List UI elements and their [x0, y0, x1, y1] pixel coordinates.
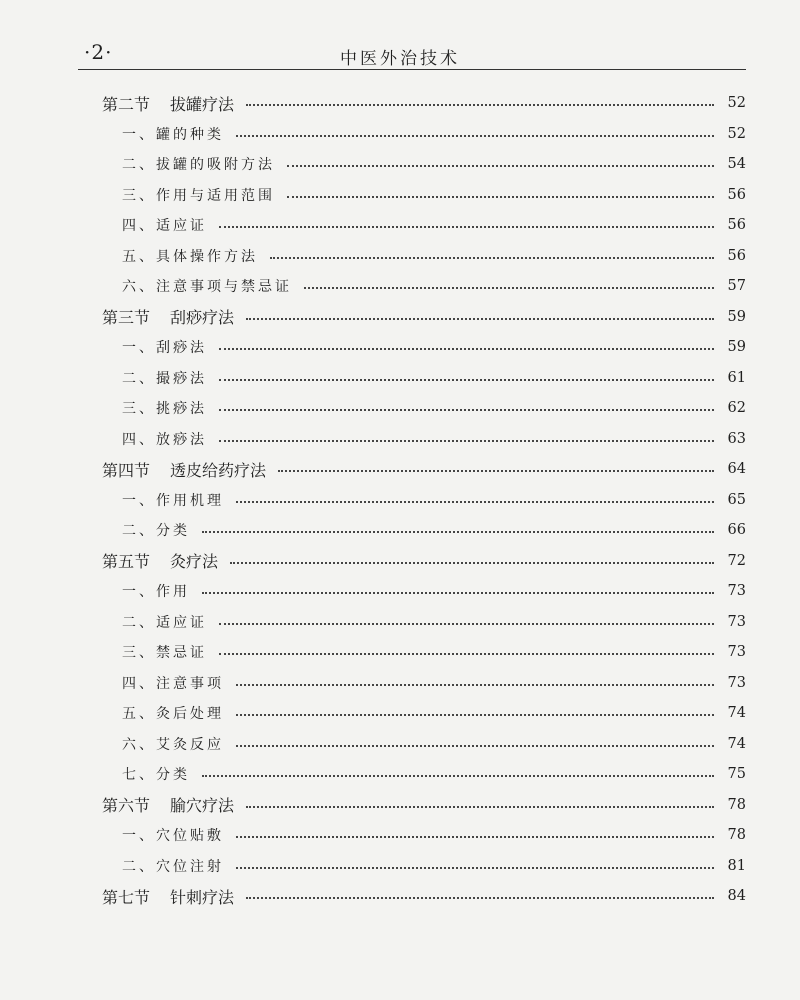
toc-section-heading [102, 885, 234, 908]
dot-leader [246, 318, 714, 320]
toc-page-number: 73 [727, 613, 746, 630]
toc-section-label: 第六节 [102, 796, 151, 815]
toc-section-title: 刮痧疗法 [170, 308, 235, 327]
dot-leader [304, 287, 714, 289]
dot-leader [219, 440, 714, 442]
toc-page-number: 73 [727, 674, 746, 691]
toc-item-title: 二、穴位注射 [122, 858, 224, 875]
toc-item-row [122, 668, 746, 698]
toc-item-title: 四、适应证 [122, 218, 207, 234]
toc-section-title: 针刺疗法 [170, 887, 235, 907]
toc-item-title: 二、分类 [122, 523, 190, 539]
toc-item-row [122, 271, 746, 301]
toc-item-row [122, 607, 746, 637]
toc-item-title: 二、撮痧法 [122, 370, 207, 387]
toc-item-row [122, 149, 746, 179]
dot-leader [219, 379, 714, 381]
toc-section-row [102, 790, 746, 820]
toc-page-number: 84 [727, 888, 746, 904]
dot-leader [202, 531, 714, 533]
toc-page-number: 66 [727, 522, 746, 538]
dot-leader [236, 684, 714, 686]
dot-leader [287, 165, 714, 167]
toc-item-title: 六、艾灸反应 [122, 736, 224, 753]
toc-item-title: 四、放痧法 [122, 431, 207, 448]
toc-item-row [122, 576, 746, 606]
toc-item-title: 六、注意事项与禁忌证 [122, 279, 292, 295]
dot-leader [246, 897, 714, 899]
toc-item-row [122, 363, 746, 393]
toc-section-heading [102, 549, 218, 572]
toc-page-number: 62 [727, 400, 746, 416]
toc-page-number: 56 [727, 247, 746, 264]
dot-leader [236, 867, 714, 869]
dot-leader [202, 592, 714, 594]
toc-item-row [122, 637, 746, 667]
toc-item-title: 三、禁忌证 [122, 645, 207, 661]
dot-leader [278, 470, 714, 472]
dot-leader [236, 135, 714, 137]
toc-section-label: 第三节 [102, 308, 151, 327]
dot-leader [219, 348, 714, 350]
toc-page-number: 64 [727, 461, 746, 477]
dot-leader [236, 745, 714, 747]
toc-section-title: 灸疗法 [170, 552, 219, 571]
dot-leader [219, 653, 714, 655]
toc-item-title: 一、作用 [122, 584, 190, 600]
toc-section-title: 腧穴疗法 [170, 796, 235, 815]
dot-leader [287, 196, 714, 198]
toc-page-number: 74 [727, 735, 746, 752]
toc-page-number: 73 [727, 644, 746, 660]
dot-leader [230, 562, 714, 564]
toc-item-row [122, 241, 746, 271]
toc-item-row [122, 698, 746, 728]
toc-page-number: 59 [727, 339, 746, 355]
toc-item-title: 三、挑痧法 [122, 401, 207, 417]
toc-section-row [102, 881, 746, 911]
dot-leader [219, 226, 714, 228]
toc-page-number: 78 [727, 827, 746, 843]
page-number: ·2· [84, 40, 113, 64]
toc-item-row [122, 515, 746, 545]
toc-page-number: 54 [727, 156, 746, 172]
toc-page-number: 74 [727, 705, 746, 721]
toc-item-title: 七、分类 [122, 767, 190, 783]
toc-item-row [122, 424, 746, 454]
dot-leader [246, 104, 714, 106]
toc-item-row [122, 393, 746, 423]
toc-page-number: 52 [727, 125, 746, 142]
toc-item-row [122, 820, 746, 850]
toc-page-number: 65 [727, 491, 746, 508]
toc-page-number: 75 [727, 766, 746, 782]
toc-page-number: 72 [727, 552, 746, 569]
toc-section-row [102, 302, 746, 332]
dot-leader [219, 409, 714, 411]
toc-section-label: 第七节 [102, 887, 151, 907]
toc-item-row [122, 210, 746, 240]
toc-page-number: 59 [727, 308, 746, 325]
toc-section-heading [102, 305, 234, 328]
toc-page-number: 52 [727, 95, 746, 111]
toc-page-number: 57 [727, 278, 746, 294]
dot-leader [246, 806, 714, 808]
toc-item-title: 二、适应证 [122, 614, 207, 631]
dot-leader [236, 714, 714, 716]
toc-item-row [122, 485, 746, 515]
toc-item-title: 一、罐的种类 [122, 126, 224, 143]
toc-page-number: 73 [727, 583, 746, 599]
dot-leader [202, 775, 714, 777]
toc-item-title: 五、具体操作方法 [122, 248, 258, 265]
toc-section-label: 第二节 [102, 94, 151, 114]
toc-page-number: 78 [727, 796, 746, 813]
toc-item-row [122, 729, 746, 759]
dot-leader [270, 257, 714, 259]
toc-section-row [102, 546, 746, 576]
dot-leader [236, 836, 714, 838]
toc-item-row [122, 759, 746, 789]
toc-page-number: 81 [727, 857, 746, 874]
toc-item-row [122, 851, 746, 881]
toc-section-heading [102, 458, 266, 481]
toc-item-title: 一、穴位贴敷 [122, 828, 224, 844]
dot-leader [219, 623, 714, 625]
dot-leader [236, 501, 714, 503]
toc-section-heading [102, 92, 234, 115]
toc-item-title: 一、作用机理 [122, 492, 224, 509]
toc-section-title: 拔罐疗法 [170, 94, 235, 114]
toc-section-title: 透皮给药疗法 [170, 460, 267, 480]
toc-item-title: 一、刮痧法 [122, 340, 207, 356]
toc-page-number: 63 [727, 430, 746, 447]
toc-section-row [102, 88, 746, 118]
toc-section-row [102, 454, 746, 484]
toc-page-number: 56 [727, 186, 746, 203]
toc-item-row [122, 119, 746, 149]
toc-item-title: 二、拔罐的吸附方法 [122, 157, 275, 173]
toc-item-row [122, 332, 746, 362]
header-rule [78, 69, 746, 70]
toc-section-heading [102, 793, 234, 816]
toc-item-title: 四、注意事项 [122, 675, 224, 692]
toc-page-number: 61 [727, 369, 746, 386]
toc-section-label: 第五节 [102, 552, 151, 571]
toc-page-number: 56 [727, 217, 746, 233]
toc-item-title: 五、灸后处理 [122, 706, 224, 722]
toc-item-title: 三、作用与适用范围 [122, 187, 275, 204]
book-title: 中医外治技术 [340, 49, 460, 69]
toc-section-label: 第四节 [102, 460, 151, 480]
toc-item-row [122, 180, 746, 210]
